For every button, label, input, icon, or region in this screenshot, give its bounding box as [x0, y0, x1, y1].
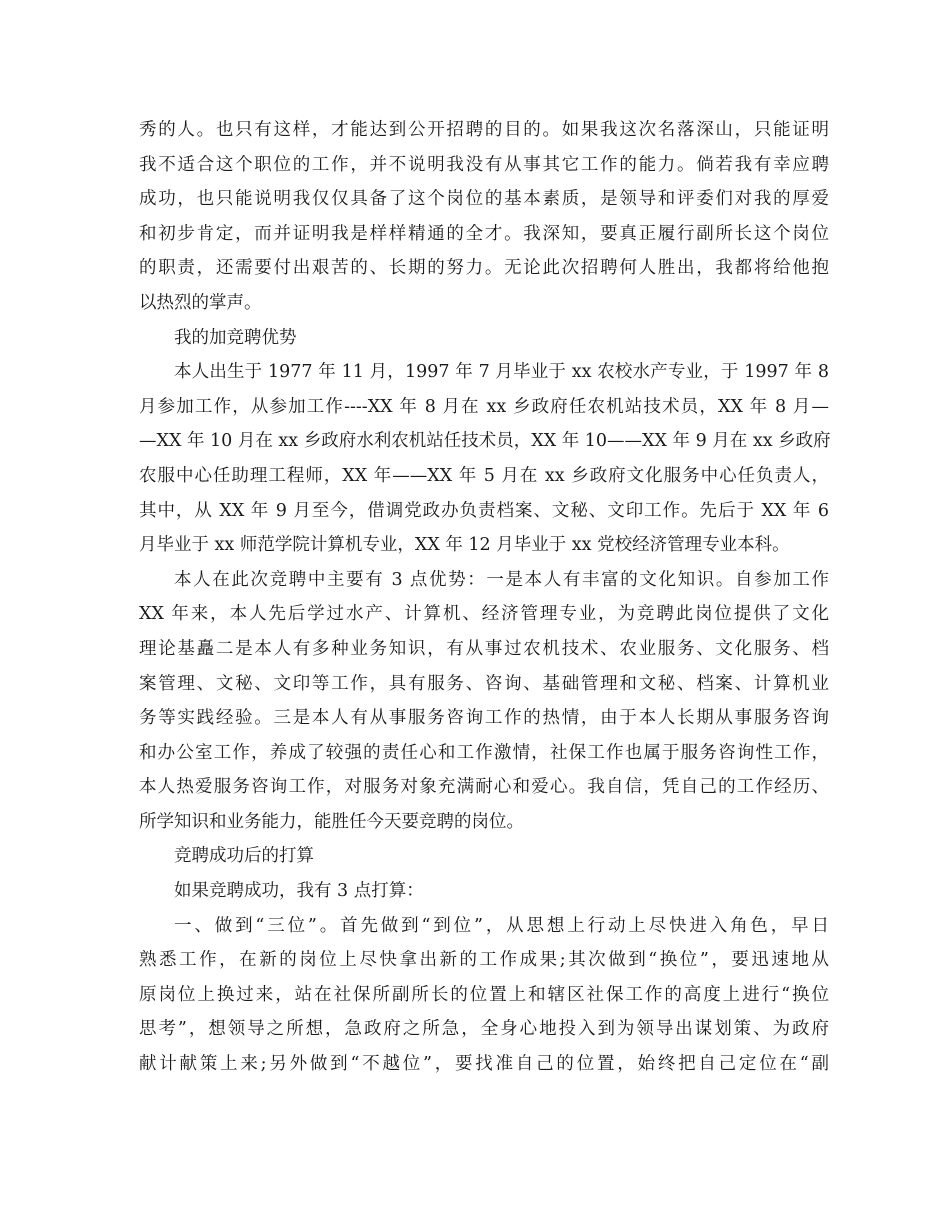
text-line: 献计献策上来;另外做到“不越位”，要找准自己的位置，始终把自己定位在“副: [139, 1054, 829, 1075]
text-line: 农服中心任助理工程师，XX 年——XX 年 5 月在 xx 乡政府文化服务中心任负责人，: [139, 465, 829, 486]
text-line: 秀的人。也只有这样，才能达到公开招聘的目的。如果我这次名落深山，只能证明: [139, 120, 829, 140]
text-line: 和初步肯定，而并证明我是样样精通的全才。我深知，要真正履行副所长这个岗位: [139, 223, 829, 244]
text-line: 案管理、文秘、文印等工作，具有服务、咨询、基础管理和文秘、档案、计算机业: [139, 673, 829, 694]
text-line: 务等实践经验。三是本人有从事服务咨询工作的热情，由于本人长期从事服务咨询: [139, 708, 829, 729]
text-line: 理论基矗二是本人有多种业务知识，有从事过农机技术、农业服务、文化服务、档: [139, 638, 829, 659]
text-line: XX 年来，本人先后学过水产、计算机、经济管理专业，为竞聘此岗位提供了文化: [139, 604, 829, 625]
text-line: 本人在此次竞聘中主要有 3 点优势：一是本人有丰富的文化知识。自参加工作: [174, 569, 829, 590]
text-line: 思考”，想领导之所想，急政府之所急，全身心地投入到为领导出谋划策、为政府: [139, 1019, 829, 1040]
text-line: 我的加竞聘优势: [174, 327, 297, 348]
text-line: 竞聘成功后的打算: [174, 846, 314, 867]
text-line: 月毕业于 xx 师范学院计算机专业，XX 年 12 月毕业于 xx 党校经济管理专业本科。: [139, 535, 790, 556]
text-line: 我不适合这个职位的工作，并不说明我没有从事其它工作的能力。倘若我有幸应聘: [139, 154, 829, 175]
text-line: 熟悉工作，在新的岗位上尽快拿出新的工作成果;其次做到“换位”，要迅速地从: [139, 950, 829, 971]
text-line: 本人出生于 1977 年 11 月，1997 年 7 月毕业于 xx 农校水产专业，于 1997 年 8: [174, 362, 829, 383]
text-line: 所学知识和业务能力，能胜任今天要竞聘的岗位。: [139, 811, 524, 832]
document-body: [139, 113, 829, 1082]
text-line: 原岗位上换过来，站在社保所副所长的位置上和辖区社保工作的高度上进行“换位: [139, 984, 829, 1005]
text-line: 本人热爱服务咨询工作，对服务对象充满耐心和爱心。我自信，凭自己的工作经历、: [139, 777, 829, 798]
text-line: 一、做到“三位”。首先做到“到位”，从思想上行动上尽快进入角色，早日: [174, 915, 829, 936]
text-line: 如果竞聘成功，我有 3 点打算：: [174, 881, 424, 902]
text-line: 月参加工作，从参加工作----XX 年 8 月在 xx 乡政府任农机站技术员，XX 年 8 月—: [139, 396, 829, 417]
text-line: 和办公室工作，养成了较强的责任心和工作激情，社保工作也属于服务咨询性工作，: [139, 742, 829, 763]
text-line: 其中，从 XX 年 9 月至今，借调党政办负责档案、文秘、文印工作。先后于 XX 年 6: [139, 500, 829, 521]
text-line: 的职责，还需要付出艰苦的、长期的努力。无论此次招聘何人胜出，我都将给他抱: [139, 258, 829, 279]
text-line: 以热烈的掌声。: [139, 292, 262, 313]
text-line: 成功，也只能说明我仅仅具备了这个岗位的基本素质，是领导和评委们对我的厚爱: [139, 189, 829, 210]
text-line: —XX 年 10 月在 xx 乡政府水利农机站任技术员，XX 年 10——XX 年 9 月在 xx 乡政府: [139, 431, 831, 452]
